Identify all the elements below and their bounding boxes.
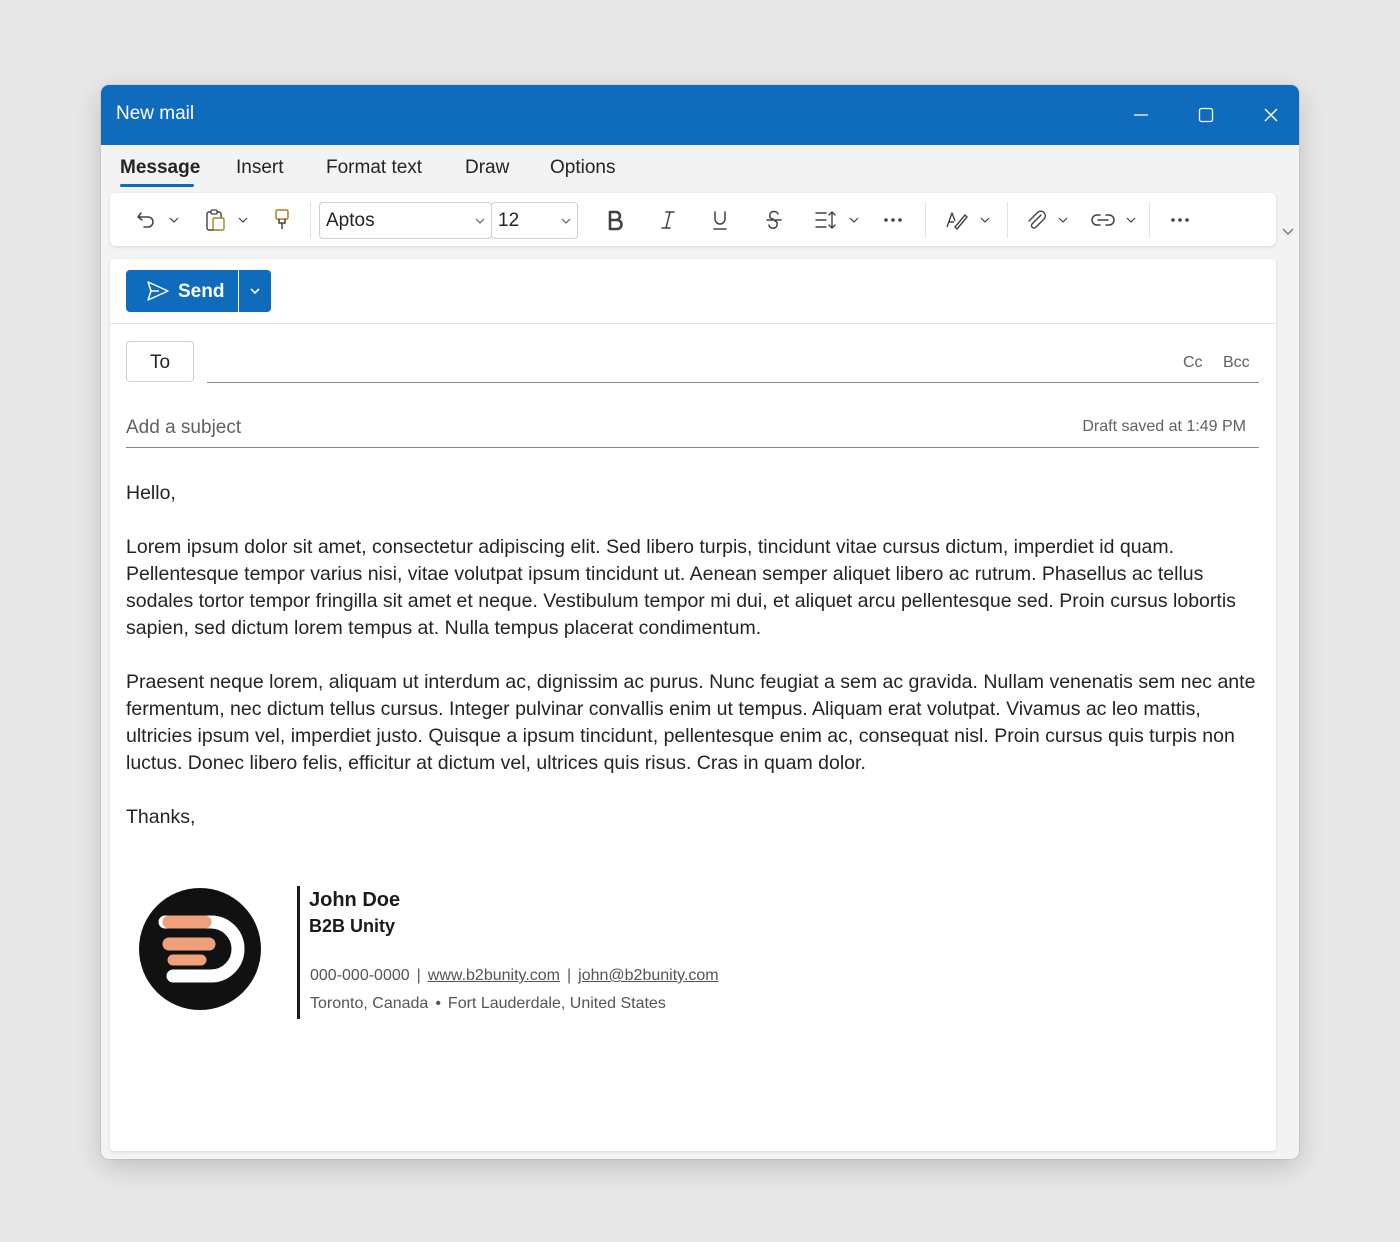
format-painter-icon (272, 208, 292, 232)
bullet: • (435, 995, 441, 1012)
greeting-text: Hello, (126, 482, 176, 504)
minimize-icon (1133, 107, 1149, 123)
minimize-button[interactable] (1113, 85, 1169, 145)
attach-dropdown[interactable] (1053, 193, 1073, 246)
draft-status: Draft saved at 1:49 PM (1082, 418, 1246, 435)
format-painter-button[interactable] (266, 193, 298, 246)
underline-icon (710, 209, 730, 231)
insert-link-button[interactable] (1086, 193, 1120, 246)
chevron-down-icon (249, 285, 261, 297)
more-horizontal-icon (883, 217, 903, 223)
editor-dropdown[interactable] (975, 193, 995, 246)
to-button[interactable]: To (126, 341, 194, 382)
italic-icon (658, 209, 678, 231)
chevron-down-icon (1126, 215, 1136, 225)
cc-button[interactable]: Cc (1183, 354, 1203, 371)
close-icon (1263, 107, 1279, 123)
signature-divider (297, 886, 300, 1019)
editor-pen-icon (945, 209, 969, 231)
signature-name: John Doe (309, 889, 401, 911)
paperclip-icon (1025, 209, 1047, 231)
chevron-down-icon (238, 215, 248, 225)
close-button[interactable] (1243, 85, 1299, 145)
signature-email-link[interactable]: john@b2bunity.com (578, 967, 719, 984)
font-family-select[interactable] (319, 202, 492, 239)
more-horizontal-icon (1170, 217, 1190, 223)
signature-location: Fort Lauderdale, United States (447, 995, 666, 1012)
chevron-down-icon (561, 216, 571, 226)
message-body[interactable] (126, 480, 1261, 858)
bold-icon (605, 209, 625, 231)
signature-company: B2B Unity (309, 916, 396, 936)
line-spacing-button[interactable] (810, 193, 842, 246)
undo-dropdown[interactable] (164, 193, 184, 246)
chevron-down-icon (1281, 225, 1295, 239)
chevron-down-icon (849, 215, 859, 225)
tab-message[interactable]: Message (120, 157, 201, 178)
tab-insert[interactable]: Insert (236, 157, 284, 178)
paste-dropdown[interactable] (233, 193, 253, 246)
send-options-dropdown[interactable] (239, 270, 271, 312)
ribbon-separator (1149, 202, 1150, 238)
signature-phone: 000-000-0000 (310, 967, 410, 984)
ribbon-separator (1007, 202, 1008, 238)
expand-ribbon-button[interactable] (1281, 225, 1295, 244)
ribbon-separator (925, 202, 926, 238)
link-icon (1090, 212, 1116, 228)
chevron-down-icon (1058, 215, 1068, 225)
subject-placeholder: Add a subject (126, 417, 242, 438)
signature-location: Toronto, Canada (310, 995, 429, 1012)
font-size-select[interactable] (491, 202, 578, 239)
body-paragraph: Praesent neque lorem, aliquam ut interdum ac, dignissim ac purus. Nunc feugiat a sem ac gravida. Nullam venenatis sem nec ante fermentum, nec dictum tellus cursus. Integer pulvinar convallis enim ut tempus. Aliquam erat volutpat. Vivamus ac leo mattis, ultricies ipsum vel, imperdiet justo. Quisque a ipsum tincidunt, pellentesque enim ac, consequat nisl. Proin cursus quis turpis non luctus. Donec libero felis, efficitur at dictum vel, ultrices quis risus. Cras in quam dolor. (126, 671, 1256, 774)
chevron-down-icon (475, 216, 485, 226)
paste-button[interactable] (199, 193, 231, 246)
send-button[interactable] (126, 270, 238, 312)
title-bar (101, 85, 1299, 145)
italic-button[interactable] (651, 193, 685, 246)
body-paragraph: Lorem ipsum dolor sit amet, consectetur adipiscing elit. Sed libero turpis, tincidunt vitae cursus dictum, imperdiet id quam. Pellentesque tempor varius nisi, vitae volutpat ipsum tincidunt ut. Aenean semper aliquet libero ac rutrum. Phasellus ac tellus sodales tortor tempor fringilla sit amet et neque. Vestibulum tempor mi dui, et aliquet arcu pellentesque sed. Proin cursus lobortis sapien, sed dictum lorem tempus at. Nulla tempus placerat condimentum. (126, 536, 1236, 639)
to-recipient-input[interactable] (207, 341, 1259, 383)
signature-location-line (310, 995, 666, 1013)
strikethrough-icon (764, 209, 784, 231)
underline-button[interactable] (703, 193, 737, 246)
clipboard-icon (204, 208, 226, 232)
ribbon-toolbar (110, 193, 1276, 246)
bcc-button[interactable]: Bcc (1223, 354, 1250, 371)
maximize-icon (1198, 107, 1214, 123)
new-mail-window (101, 85, 1299, 1159)
send-label: Send (178, 281, 225, 302)
bold-button[interactable] (598, 193, 632, 246)
ribbon-separator (310, 202, 311, 238)
line-spacing-icon (814, 209, 838, 231)
tab-draw[interactable]: Draw (465, 157, 510, 178)
strikethrough-button[interactable] (757, 193, 791, 246)
active-tab-indicator (120, 184, 194, 187)
company-logo (139, 888, 261, 1010)
editor-button[interactable] (941, 193, 973, 246)
tab-options[interactable]: Options (550, 157, 616, 178)
signature-website-link[interactable]: www.b2bunity.com (427, 967, 560, 984)
subject-field[interactable] (126, 407, 1259, 448)
attach-file-button[interactable] (1020, 193, 1052, 246)
window-title: New mail (116, 103, 195, 124)
chevron-down-icon (980, 215, 990, 225)
closing-text: Thanks, (126, 806, 196, 828)
more-options-button[interactable] (1163, 193, 1197, 246)
tab-format-text[interactable]: Format text (326, 157, 423, 178)
send-icon (146, 280, 170, 302)
font-family-value: Aptos (326, 210, 375, 231)
undo-button[interactable] (130, 193, 162, 246)
divider (110, 323, 1276, 324)
ribbon-tabs (101, 145, 1299, 191)
chevron-down-icon (169, 215, 179, 225)
link-dropdown[interactable] (1121, 193, 1141, 246)
signature-contact-line (310, 967, 719, 985)
more-formatting-button[interactable] (876, 193, 910, 246)
font-size-value: 12 (498, 210, 520, 231)
line-spacing-dropdown[interactable] (844, 193, 864, 246)
maximize-button[interactable] (1178, 85, 1234, 145)
separator: | (567, 967, 572, 984)
undo-icon (135, 209, 157, 231)
compose-pane (110, 259, 1276, 1151)
separator: | (416, 967, 421, 984)
